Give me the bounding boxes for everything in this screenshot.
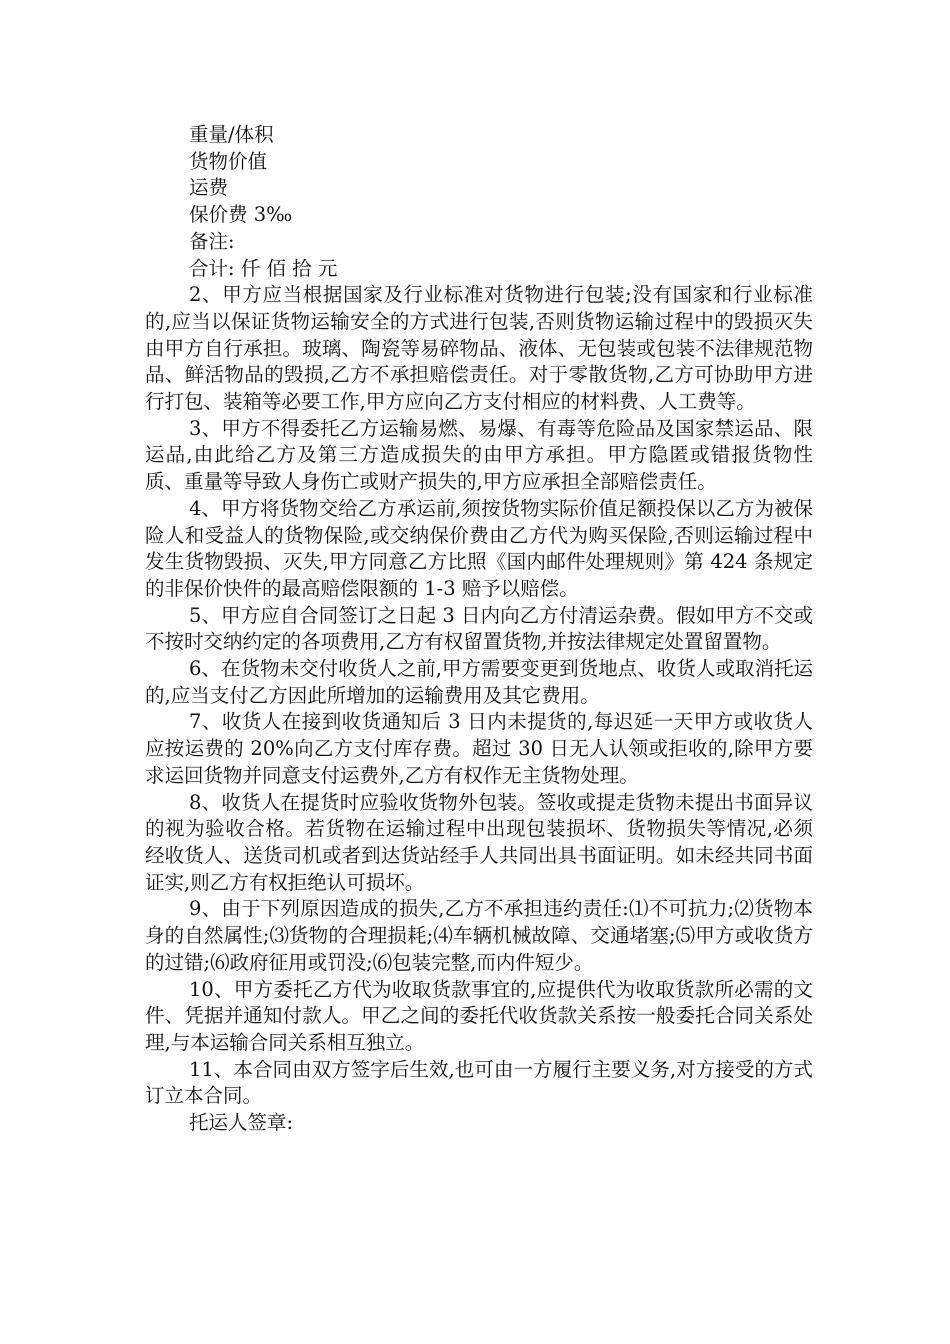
clause-4: 4、甲方将货物交给乙方承运前,须按货物实际价值足额投保以乙方为被保险人和受益人的货物保险,或交纳保价费由乙方代为购买保险,否则运输过程中发生货物毁损、灭失,甲方同意乙方比照《国内邮件处理规则》第 424 条规定的非保价快件的最高赔偿限额的 1-3 赔予以赔偿。 bbox=[145, 496, 813, 600]
field-total: 合计: 仟 佰 拾 元 bbox=[189, 256, 338, 280]
field-freight: 运费 bbox=[189, 176, 229, 200]
shipper-signature-label: 托运人签章: bbox=[189, 1111, 294, 1135]
clause-8: 8、收货人在提货时应验收货物外包装。签收或提走货物未提出书面异议的视为验收合格。若货物在运输过程中出现包装损坏、货物损失等情况,必须经收货人、送货司机或者到达货站经手人共同出具书面证明。如未经共同书面证实,则乙方有权拒绝认可损坏。 bbox=[145, 790, 813, 894]
field-goods-value: 货物价值 bbox=[189, 149, 268, 173]
field-insurance-fee: 保价费 3‰ bbox=[189, 203, 293, 227]
clause-3: 3、甲方不得委托乙方运输易燃、易爆、有毒等危险品及国家禁运品、限运品,由此给乙方及第三方造成损失的由甲方承担。甲方隐匿或错报货物性质、重量等导致人身伤亡或财产损失的,甲方应承担全部赔偿责任。 bbox=[145, 416, 813, 494]
clause-9: 9、由于下列原因造成的损失,乙方不承担违约责任:⑴不可抗力;⑵货物本身的自然属性;⑶货物的合理损耗;⑷车辆机械故障、交通堵塞;⑸甲方或收货方的过错;⑹政府征用或罚没;⑹包装完整,而内件短少。 bbox=[145, 897, 813, 974]
clause-6: 6、在货物未交付收货人之前,甲方需要变更到货地点、收货人或取消托运的,应当支付乙方因此所增加的运输费用及其它费用。 bbox=[145, 657, 813, 707]
field-remarks: 备注: bbox=[189, 229, 235, 253]
clause-7: 7、收货人在接到收货通知后 3 日内未提货的,每迟延一天甲方或收货人应按运费的 20%向乙方支付库存费。超过 30 日无人认领或拒收的,除甲方要求运回货物并同意支付运费外,乙方有权作无主货物处理。 bbox=[145, 710, 813, 787]
contract-body bbox=[145, 122, 813, 1137]
field-weight-volume: 重量/体积 bbox=[189, 123, 274, 146]
clause-10: 10、甲方委托乙方代为收取货款事宜的,应提供代为收取货款所必需的文件、凭据并通知付款人。甲乙之间的委托代收货款关系按一般委托合同关系处理,与本运输合同关系相互独立。 bbox=[145, 977, 813, 1054]
clause-5: 5、甲方应自合同签订之日起 3 日内向乙方付清运杂费。假如甲方不交或不按时交纳约定的各项费用,乙方有权留置货物,并按法律规定处置留置物。 bbox=[145, 603, 813, 654]
clause-11: 11、本合同由双方签字后生效,也可由一方履行主要义务,对方接受的方式订立本合同。 bbox=[145, 1057, 813, 1108]
clause-2: 2、甲方应当根据国家及行业标准对货物进行包装;没有国家和行业标准的,应当以保证货物运输安全的方式进行包装,否则货物运输过程中的毁损灭失由甲方自行承担。玻璃、陶瓷等易碎物品、液体、无包装或包装不法律规范物品、鲜活物品的毁损,乙方不承担赔偿责任。对于零散货物,乙方可协助甲方进行打包、装箱等必要工作,甲方应向乙方支付相应的材料费、人工费等。 bbox=[145, 283, 813, 414]
